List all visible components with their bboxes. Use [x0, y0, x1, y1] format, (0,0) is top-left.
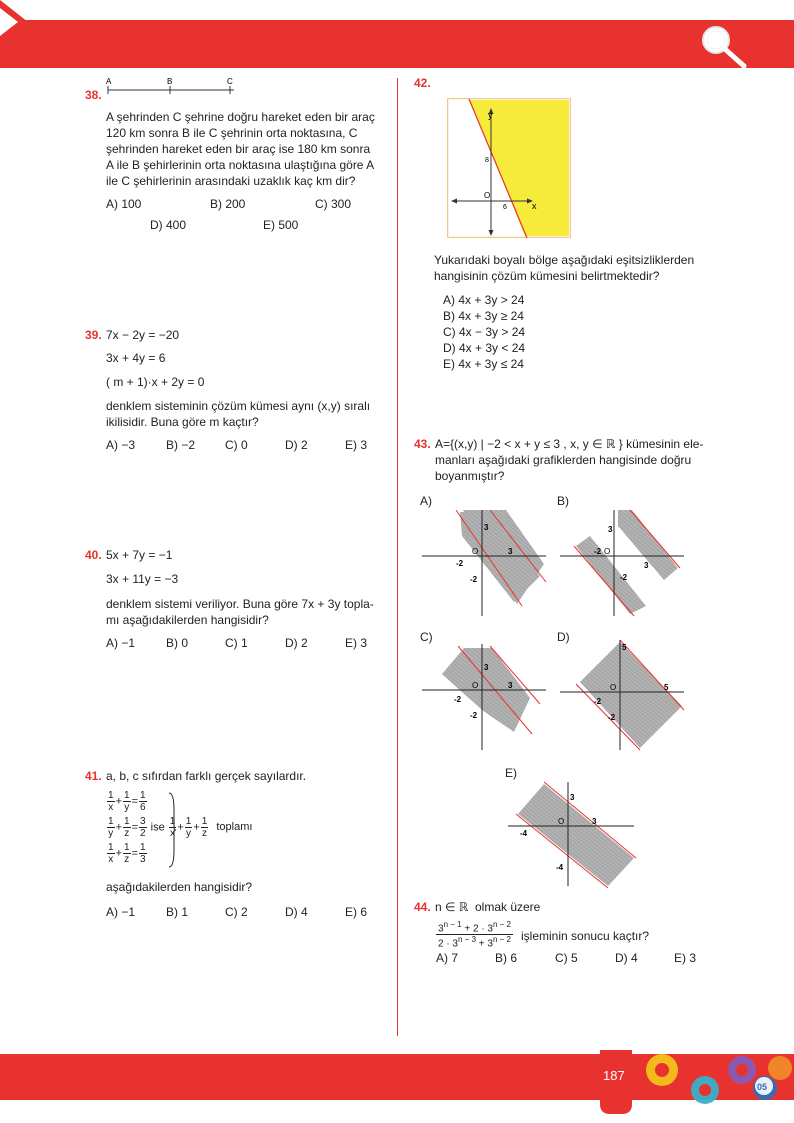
- q39-text: denklem sisteminin çözüm kümesi aynı (x,y) sıralı ikilisidir. Buna göre m kaçtır?: [106, 399, 371, 429]
- q40-option-e[interactable]: E) 3: [345, 636, 368, 650]
- q43-graph-a-label[interactable]: A): [420, 494, 432, 508]
- svg-text:3: 3: [508, 681, 513, 690]
- q39-eq1: 7x − 2y = −20: [106, 328, 180, 342]
- q44-option-e[interactable]: E) 3: [674, 951, 697, 965]
- q44-option-c[interactable]: C) 5: [555, 951, 578, 965]
- svg-text:3: 3: [508, 547, 513, 556]
- q38-option-b[interactable]: B) 200: [210, 197, 246, 211]
- q39-option-d[interactable]: D) 2: [285, 438, 308, 452]
- q38-point-a: A: [106, 77, 112, 86]
- svg-text:O: O: [472, 681, 479, 690]
- q43-graph-d-label[interactable]: D): [557, 630, 570, 644]
- q39-eq2: 3x + 4y = 6: [106, 351, 166, 365]
- q39-option-c[interactable]: C) 0: [225, 438, 248, 452]
- q41-option-e[interactable]: E) 6: [345, 905, 368, 919]
- q44-expression: $3^{n - 1} + 2 \cdot 3^{n - 2}$ $2 \cdot 3^{n - 3} + 3^{n - 2}$: [437, 920, 511, 950]
- q40-option-c[interactable]: C) 1: [225, 636, 248, 650]
- svg-text:-2: -2: [594, 547, 602, 556]
- q38-point-b: B: [167, 77, 173, 86]
- q42-option-d[interactable]: D) 4x + 3y < 24: [443, 341, 526, 355]
- footer-badge: 05: [757, 1082, 768, 1092]
- svg-text:3: 3: [644, 561, 649, 570]
- q41-option-a[interactable]: A) −1: [106, 905, 136, 919]
- q42-option-c[interactable]: C) 4x − 3y > 24: [443, 325, 526, 339]
- svg-text:-2: -2: [470, 575, 478, 584]
- q38-option-e[interactable]: E) 500: [263, 218, 299, 232]
- q43-graph-b-label[interactable]: B): [557, 494, 569, 508]
- q44-intro: n ∈ ℝ olmak üzere: [435, 900, 541, 914]
- svg-text:3: 3: [592, 817, 597, 826]
- q44-option-d[interactable]: D) 4: [615, 951, 638, 965]
- q42-text: Yukarıdaki boyalı bölge aşağıdaki eşitsizliklerden hangisinin çözüm kümesini belirtmektedir?: [434, 253, 695, 283]
- q44-option-b[interactable]: B) 6: [495, 951, 518, 965]
- svg-text:-2: -2: [470, 711, 478, 720]
- q43-text: A={(x,y) | −2 < x + y ≤ 3 , x, y ∈ ℝ } kümesinin ele- manları aşağıdaki grafiklerden hangisinde doğru boyanmıştır?: [435, 437, 704, 483]
- q42-x-intercept: 6: [503, 204, 507, 211]
- q40-option-d[interactable]: D) 2: [285, 636, 308, 650]
- q43-graph-a: [418, 506, 548, 618]
- q42-graph: [447, 98, 571, 238]
- svg-text:O: O: [604, 547, 611, 556]
- q43-graph-e-label[interactable]: E): [505, 766, 517, 780]
- q41-option-d[interactable]: D) 4: [285, 905, 308, 919]
- page-number: 187: [603, 1068, 625, 1083]
- svg-text:-2: -2: [456, 559, 464, 568]
- q42-y-label: y: [488, 110, 493, 120]
- svg-text:3: 3: [484, 663, 489, 672]
- q42-options: [443, 292, 525, 372]
- q42-y-intercept: 8: [485, 157, 489, 164]
- q38-number: 38.: [85, 88, 102, 102]
- q42-option-b[interactable]: B) 4x + 3y ≥ 24: [443, 309, 524, 323]
- q43-graph-b: [556, 506, 686, 618]
- q44-number: 44.: [414, 900, 431, 914]
- svg-text:3: 3: [484, 523, 489, 532]
- q40-option-b[interactable]: B) 0: [166, 636, 189, 650]
- svg-text:5: 5: [622, 643, 627, 652]
- svg-text:O: O: [472, 547, 479, 556]
- q43-graph-d: [556, 636, 688, 752]
- svg-text:O: O: [610, 683, 617, 692]
- svg-text:3: 3: [608, 525, 613, 534]
- q41-number: 41.: [85, 769, 102, 783]
- q42-origin-label: O: [484, 191, 491, 200]
- q39-option-e[interactable]: E) 3: [345, 438, 368, 452]
- q40-eq1: 5x + 7y = −1: [106, 548, 173, 562]
- q40-number: 40.: [85, 548, 102, 562]
- q38-option-d[interactable]: D) 400: [150, 218, 187, 232]
- q44-option-a[interactable]: A) 7: [436, 951, 459, 965]
- q42-x-label: x: [532, 201, 537, 211]
- q38-option-c[interactable]: C) 300: [315, 197, 352, 211]
- q41-option-b[interactable]: B) 1: [166, 905, 189, 919]
- footer-band: [0, 1050, 794, 1123]
- q41-question: aşağıdakilerden hangisidir?: [106, 880, 253, 894]
- q39-option-a[interactable]: A) −3: [106, 438, 136, 452]
- q40-option-a[interactable]: A) −1: [106, 636, 136, 650]
- svg-text:5: 5: [664, 683, 669, 692]
- q38-segment-diagram: [104, 76, 238, 96]
- q43-graph-c: [418, 640, 548, 752]
- q42-option-e[interactable]: E) 4x + 3y ≤ 24: [443, 357, 524, 371]
- svg-text:-4: -4: [520, 829, 528, 838]
- column-divider: [397, 78, 398, 1036]
- svg-text:-4: -4: [556, 863, 564, 872]
- q41-intro: a, b, c sıfırdan farklı gerçek sayılardır.: [106, 769, 307, 783]
- svg-text:3: 3: [570, 793, 575, 802]
- q42-option-a[interactable]: A) 4x + 3y > 24: [443, 293, 525, 307]
- q40-eq2: 3x + 11y = −3: [106, 572, 179, 586]
- q39-eq3: ( m + 1)·x + 2y = 0: [106, 375, 205, 389]
- svg-text:-2: -2: [594, 697, 602, 706]
- q39-option-b[interactable]: B) −2: [166, 438, 196, 452]
- svg-text:-2: -2: [620, 573, 628, 582]
- q43-graph-c-label[interactable]: C): [420, 630, 433, 644]
- q44-question: işleminin sonucu kaçtır?: [521, 929, 650, 943]
- svg-text:O: O: [558, 817, 565, 826]
- q41-option-c[interactable]: C) 2: [225, 905, 248, 919]
- q38-point-c: C: [227, 77, 233, 86]
- svg-text:-2: -2: [454, 695, 462, 704]
- q38-text: A şehrinden C şehrine doğru hareket eden bir araç 120 km sonra B ile C şehrinin orta noktasına, C şehrinden hareket eden bir araç ise 180 km sonra A ile B şehirlerinin orta noktasına ulaştığına göre A ile C şehirlerinin arasındaki uzaklık kaç km dir?: [106, 110, 375, 188]
- q43-number: 43.: [414, 437, 431, 451]
- q40-text: denklem sistemi veriliyor. Buna göre 7x + 3y topla- mı aşağıdakilerden hangisidir?: [106, 597, 374, 627]
- q38-option-a[interactable]: A) 100: [106, 197, 142, 211]
- q42-number: 42.: [414, 76, 431, 90]
- svg-text:-2: -2: [608, 713, 616, 722]
- header-band: [0, 0, 794, 68]
- q39-number: 39.: [85, 328, 102, 342]
- q41-system: $\frac{1}{x}$ + $\frac{1}{y}$ = $\frac{1}{6}$ $\frac{1}{y}$ + $\frac{1}{z}$ = $\frac{3}{2}$ ise $\frac{1}{x}$ + $\frac{1}{y}$ + $\frac{1}{z}$ toplamı $\frac{1}{x}$ + $\frac{1}{z}$ = $\frac{1}{3}$: [108, 790, 253, 865]
- q43-graph-e: [504, 778, 640, 888]
